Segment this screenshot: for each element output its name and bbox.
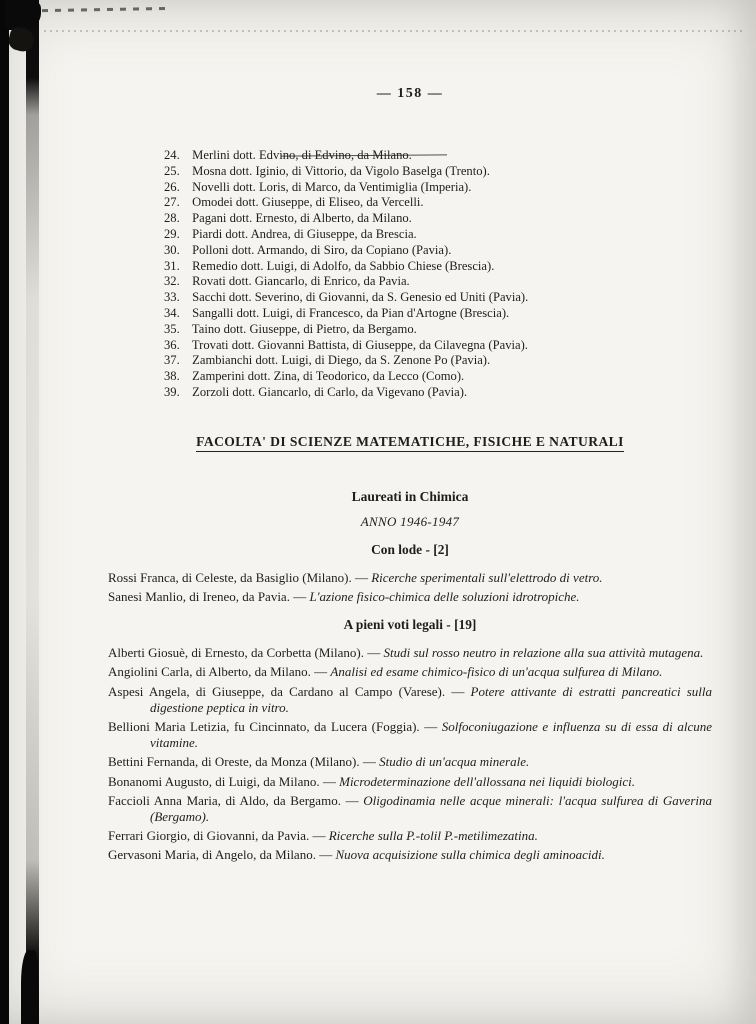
entry-text: Rovati dott. Giancarlo, di Enrico, da Pavia.	[192, 274, 410, 289]
entry-text: Remedio dott. Luigi, di Adolfo, da Sabbio Chiese (Brescia).	[192, 258, 495, 273]
scan-line-artifact	[42, 7, 172, 12]
graduate-entry	[164, 290, 712, 306]
entry-text: Mosna dott. Iginio, di Vittorio, da Vigolo Baselga (Trento).	[192, 163, 490, 178]
thesis-title: Microdeterminazione dell'allossana nei liquidi biologici.	[339, 773, 635, 789]
faculty-heading	[108, 434, 712, 450]
faculty-heading-text: FACOLTA' DI SCIENZE MATEMATICHE, FISICHE E NATURALI	[196, 434, 624, 452]
entry-text: Sangalli dott. Luigi, di Francesco, da Pian d'Artogne (Brescia).	[192, 305, 510, 320]
entry-text: Merlini dott. Edvino, di Edvino, da Milano.	[192, 148, 412, 162]
graduate-entry	[164, 274, 712, 290]
person-name: Bellioni Maria Letizia, fu Cincinnato, da Lucera (Foggia). —	[108, 718, 438, 734]
entry-text: Piardi dott. Andrea, di Giuseppe, da Brescia.	[192, 226, 417, 241]
entry-number: 28.	[164, 211, 180, 226]
entry-text: Zamperini dott. Zina, di Teodorico, da Lecco (Como).	[192, 369, 465, 384]
entry-text: Sacchi dott. Severino, di Giovanni, da S. Genesio ed Uniti (Pavia).	[192, 290, 529, 305]
person-name: Bonanomi Augusto, di Luigi, da Milano. —	[108, 773, 336, 789]
pieni-voti-heading: A pieni voti legali - [19]	[343, 617, 477, 633]
page-number: — 158 —	[376, 86, 444, 101]
entry-text: Pagani dott. Ernesto, di Alberto, da Milano.	[192, 211, 412, 226]
thesis-title: Studi sul rosso neutro in relazione alla sua attività mutagena.	[383, 645, 704, 661]
entry-text: Trovati dott. Giovanni Battista, di Giuseppe, da Cilavegna (Pavia).	[191, 337, 528, 352]
thesis-title: Ricerche sperimentali sull'elettrodo di vetro.	[371, 569, 603, 585]
entry-number: 29.	[164, 226, 180, 241]
thesis-entry	[108, 570, 712, 586]
thesis-entry	[108, 719, 712, 751]
graduate-entry	[164, 338, 712, 354]
graduate-entry	[164, 195, 712, 211]
thesis-entry	[108, 589, 712, 605]
person-name: Bettini Fernanda, di Oreste, da Monza (Milano). —	[108, 754, 376, 770]
thesis-entry	[108, 645, 712, 661]
entry-number: 34.	[164, 305, 180, 320]
scan-line-artifact	[44, 30, 746, 32]
binding-shadow-strip	[26, 0, 39, 1024]
person-name: Ferrari Giorgio, di Giovanni, da Pavia. —	[108, 828, 326, 844]
graduate-entry	[164, 180, 712, 196]
thesis-entry	[108, 774, 712, 790]
graduate-entry	[164, 211, 712, 227]
binding-edge	[0, 0, 9, 1024]
thesis-title: Studio di un'acqua minerale.	[379, 754, 530, 770]
graduate-entry	[164, 385, 712, 401]
graduates-list	[164, 148, 712, 401]
thesis-title: Oligodinamia nelle acque minerali: l'acqua sulfurea di Gaverina (Bergamo).	[150, 792, 712, 824]
year-heading: ANNO 1946-1947	[360, 513, 460, 529]
entry-text: Taino dott. Giuseppe, di Pietro, da Bergamo.	[191, 321, 417, 336]
person-name: Angiolini Carla, di Alberto, da Milano. —	[108, 664, 328, 680]
entry-number: 30.	[164, 242, 180, 257]
entry-text: Polloni dott. Armando, di Siro, da Copiano (Pavia).	[192, 242, 452, 257]
entry-number: 35.	[164, 321, 180, 336]
graduate-entry	[164, 322, 712, 338]
entry-text: Zorzoli dott. Giancarlo, di Carlo, da Vigevano (Pavia).	[192, 384, 468, 399]
thesis-entry	[108, 828, 712, 844]
entry-number: 31.	[164, 258, 180, 273]
entry-number: 37.	[164, 353, 180, 368]
entry-number: 24.	[164, 148, 180, 162]
graduate-entry	[164, 369, 712, 385]
thesis-title: Analisi ed esame chimico-fisico di un'acqua sulfurea di Milano.	[330, 664, 663, 680]
graduate-entry	[164, 243, 712, 259]
entry-number: 32.	[164, 274, 180, 289]
thesis-entry	[108, 847, 712, 863]
scan-smudge	[21, 950, 38, 1024]
pieni-voti-list	[108, 645, 712, 863]
graduate-entry	[164, 259, 712, 275]
thesis-title: Nuova acquisizione sulla chimica degli aminoacidi.	[335, 847, 605, 863]
entry-number: 33.	[164, 290, 180, 305]
entry-number: 38.	[164, 369, 180, 384]
person-name: Sanesi Manlio, di Ireneo, da Pavia. —	[108, 588, 307, 604]
person-name: Faccioli Anna Maria, di Aldo, da Bergamo. —	[108, 792, 359, 808]
entry-number: 25.	[164, 163, 180, 178]
graduate-entry	[164, 306, 712, 322]
entry-text: Novelli dott. Loris, di Marco, da Ventimiglia (Imperia).	[192, 179, 472, 194]
degree-heading: Laureati in Chimica	[351, 488, 469, 504]
entry-number: 26.	[164, 179, 180, 194]
page-content	[108, 86, 712, 867]
thesis-title: Solfoconiugazione e influenza su di essa di alcune vitamine.	[150, 718, 713, 751]
graduate-entry	[164, 353, 712, 369]
thesis-entry	[108, 664, 712, 680]
entry-text: Zambianchi dott. Luigi, di Diego, da S. Zenone Po (Pavia).	[192, 353, 491, 368]
person-name: Gervasoni Maria, di Angelo, da Milano. —	[108, 847, 333, 863]
graduate-entry	[164, 164, 712, 180]
thesis-title: L'azione fisico-chimica delle soluzioni idrotropiche.	[309, 588, 580, 604]
thesis-entry	[108, 684, 712, 716]
entry-number: 27.	[164, 195, 180, 210]
con-lode-list	[108, 570, 712, 605]
thesis-entry	[108, 754, 712, 770]
person-name: Aspesi Angela, di Giuseppe, da Cardano al Campo (Varese). —	[108, 683, 465, 699]
con-lode-heading: Con lode - [2]	[371, 541, 449, 557]
thesis-title: Ricerche sulla P.-tolil P.-metilimezatina.	[328, 828, 538, 844]
graduate-entry	[164, 148, 712, 164]
thesis-title: Potere attivante di estratti pancreatici sulla digestione peptica in vitro.	[150, 683, 713, 715]
entry-number: 36.	[164, 337, 180, 352]
person-name: Rossi Franca, di Celeste, da Basiglio (Milano). —	[108, 569, 368, 585]
entry-text: Omodei dott. Giuseppe, di Eliseo, da Vercelli.	[192, 195, 424, 210]
thesis-entry	[108, 793, 712, 825]
entry-number: 39.	[164, 384, 180, 399]
person-name: Alberti Giosuè, di Ernesto, da Corbetta (Milano). —	[108, 645, 381, 661]
graduate-entry	[164, 227, 712, 243]
